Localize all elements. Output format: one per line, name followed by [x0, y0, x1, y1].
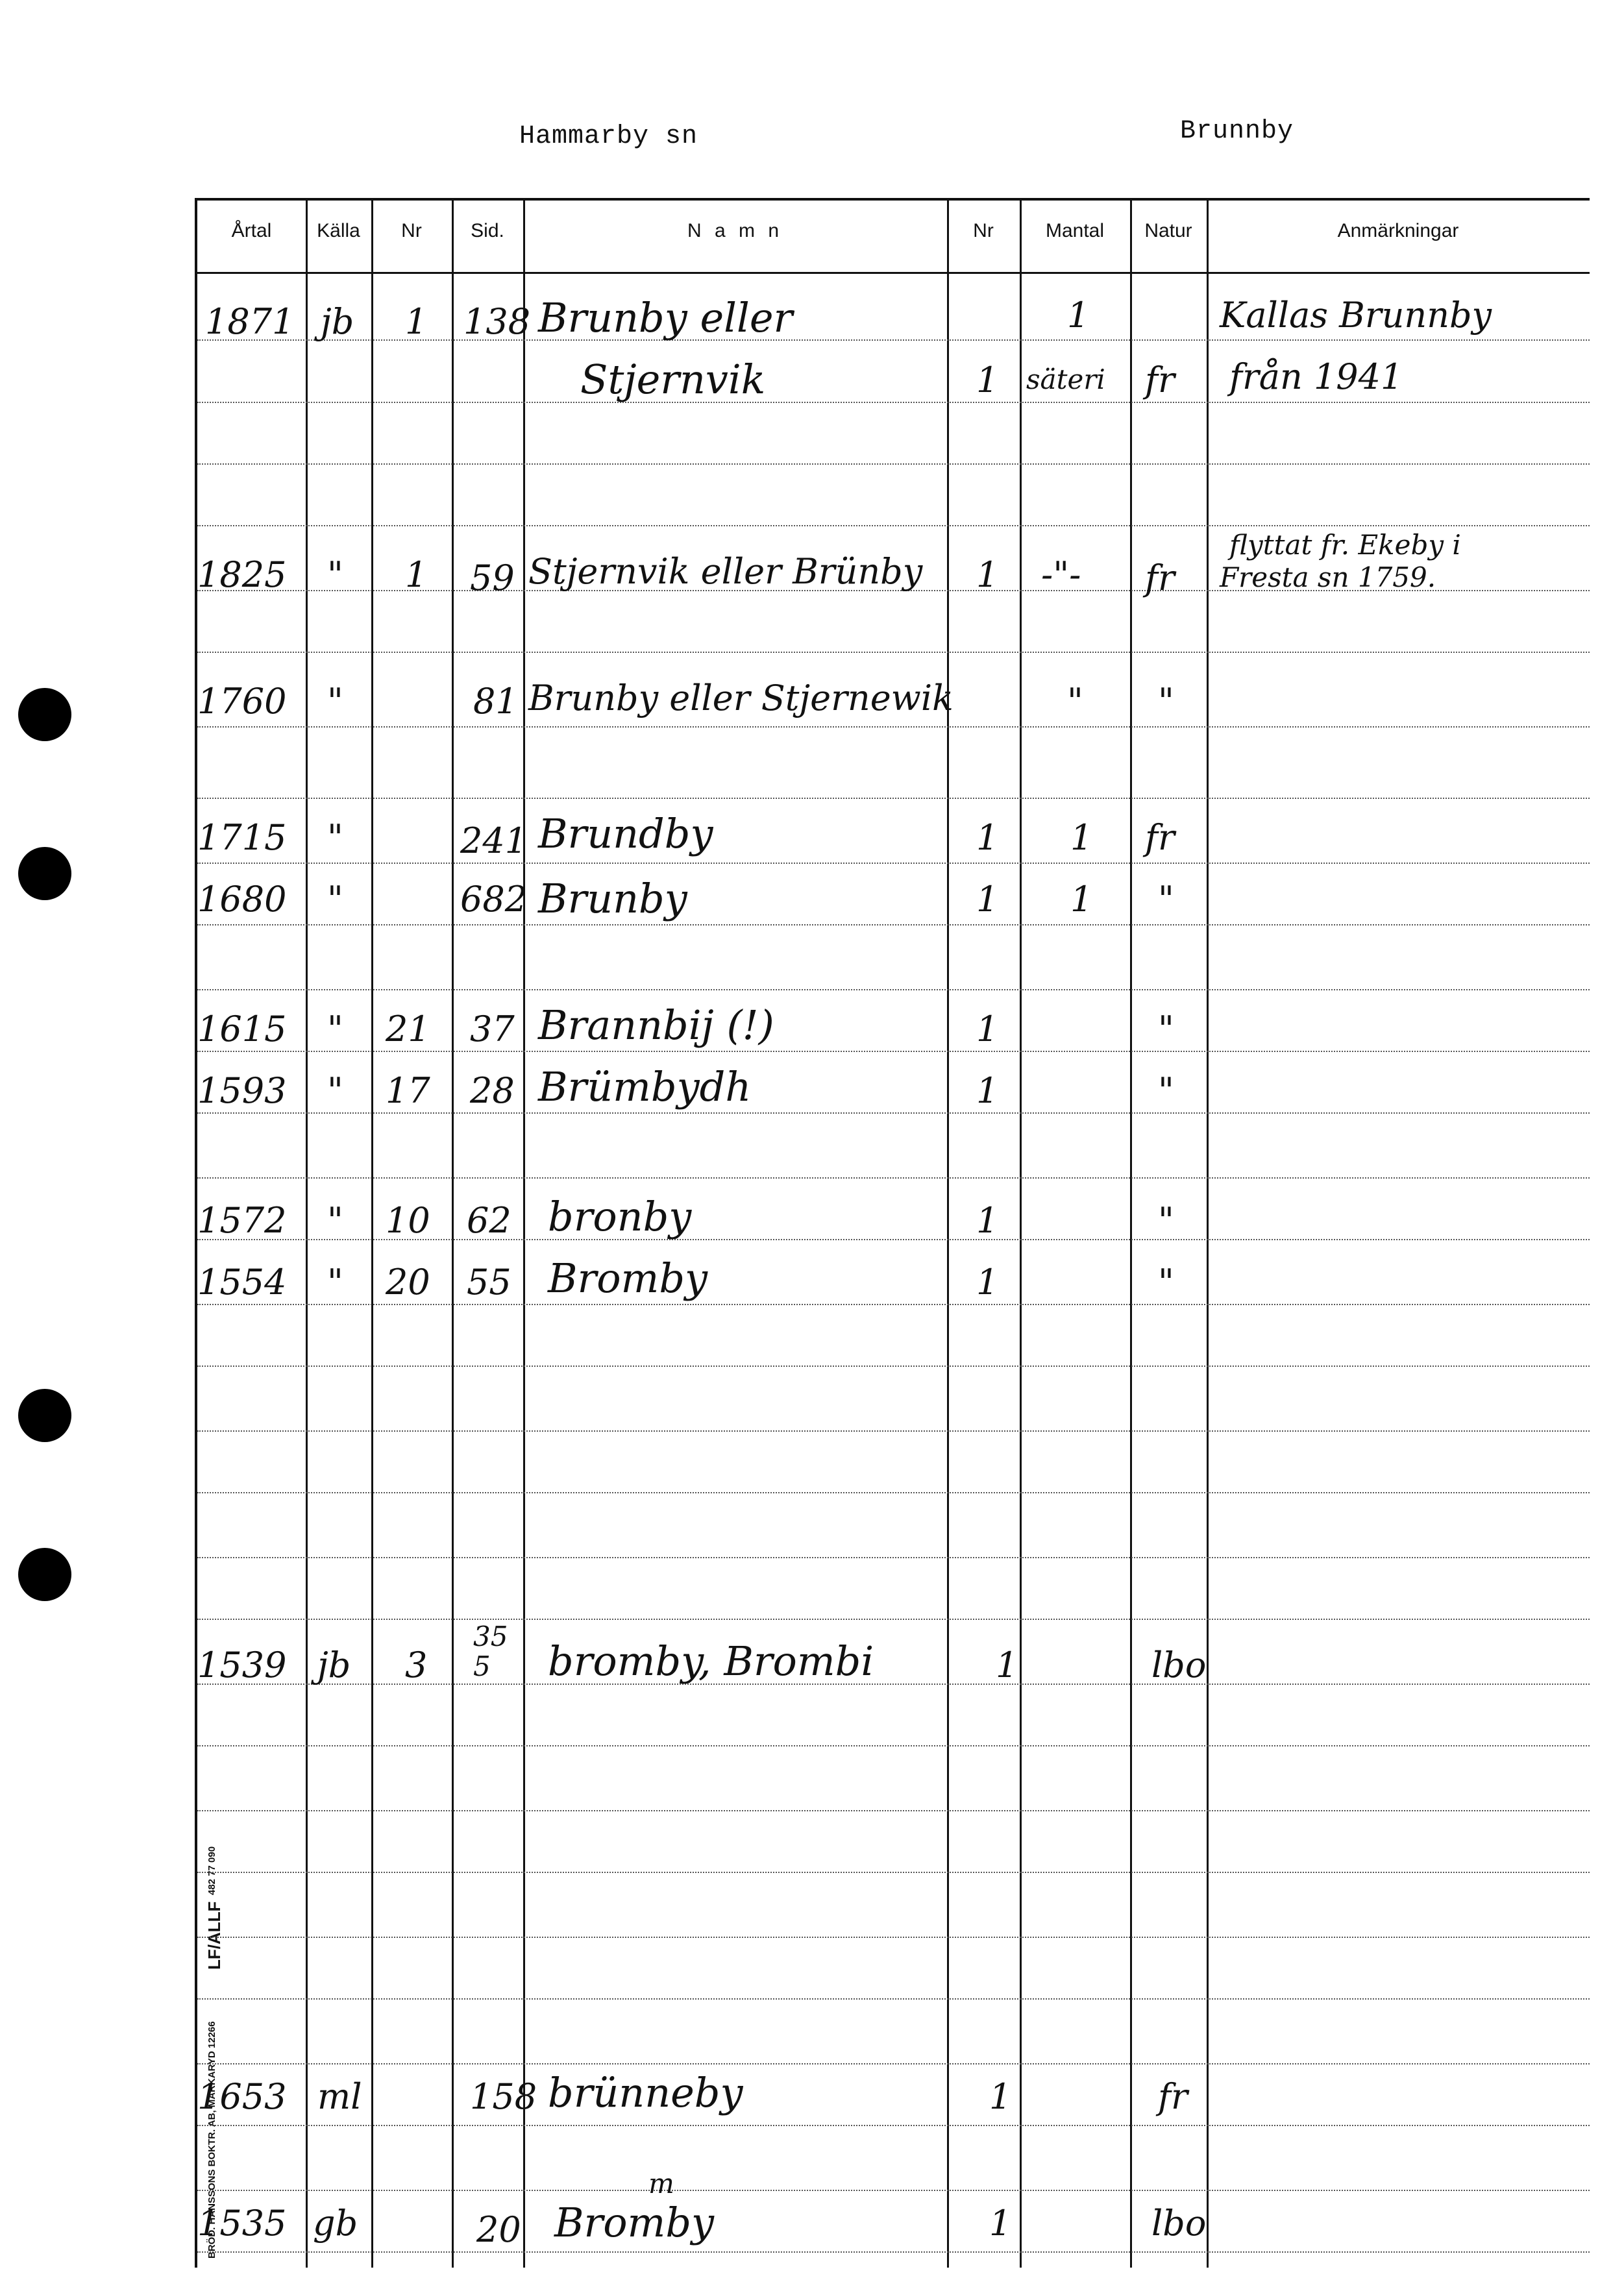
cell-artal: 1653: [197, 2076, 287, 2117]
superscript-m: m: [648, 2168, 674, 2199]
cell-sid: 55: [467, 1262, 511, 1303]
cell-nr: 21: [386, 1009, 430, 1049]
cell-nr: 17: [386, 1070, 430, 1111]
cell-kalla: ": [327, 1009, 343, 1049]
column-divider: [1020, 201, 1022, 2268]
cell-kalla: ml: [317, 2076, 362, 2117]
cell-nr2: 1: [996, 1645, 1018, 1685]
cell-namn: Brunby eller: [538, 294, 793, 341]
col-header-nr2: Nr: [973, 220, 994, 241]
cell-natur: fr: [1145, 360, 1175, 400]
cell-anm: Kallas Brunnby: [1220, 295, 1492, 336]
place-title: Brunnby: [1180, 117, 1294, 146]
cell-sid: 138: [463, 301, 531, 342]
cell-nr2: 1: [976, 554, 999, 595]
column-divider: [523, 201, 525, 2268]
cell-natur: fr: [1145, 817, 1175, 858]
cell-nr2: 1: [989, 2076, 1012, 2117]
cell-natur: ": [1158, 681, 1174, 722]
cell-natur: fr: [1145, 557, 1175, 598]
cell-mantal: 1: [1070, 879, 1093, 920]
cell-kalla: jb: [321, 301, 354, 342]
cell-artal: 1760: [197, 681, 287, 722]
cell-sid: 28: [470, 1070, 515, 1111]
cell-artal: 1535: [197, 2203, 287, 2244]
cell-kalla: ": [327, 554, 343, 595]
cell-nr: 10: [386, 1200, 430, 1241]
cell-natur: lbo: [1151, 1645, 1207, 1685]
cell-namn: Brümbydh: [538, 1063, 752, 1110]
cell-nr2: 1: [976, 1200, 999, 1241]
cell-sid: 20: [476, 2209, 521, 2250]
cell-anm: från 1941: [1229, 356, 1403, 397]
col-header-nr: Nr: [401, 220, 422, 241]
header-divider: [197, 272, 1590, 274]
cell-namn: Brunby: [538, 875, 687, 922]
col-header-sid: Sid.: [471, 220, 504, 241]
printer-imprint: BRÖD. HANSSONS BOKTR. AB, MARKARYD 12266: [206, 2021, 217, 2259]
cell-anm: Fresta sn 1759.: [1220, 561, 1436, 593]
cell-sid: 62: [467, 1200, 511, 1241]
cell-natur: fr: [1158, 2076, 1188, 2117]
cell-artal: 1615: [197, 1009, 287, 1049]
cell-namn: Bromby: [554, 2199, 715, 2246]
cell-nr2: 1: [976, 1070, 999, 1111]
cell-artal: 1680: [197, 879, 287, 920]
form-number: 482 77 090: [206, 1846, 217, 1895]
cell-sid: 682: [460, 879, 528, 920]
cell-namn: Brundby: [538, 810, 713, 857]
cell-mantal: säteri: [1026, 363, 1105, 395]
cell-mantal: 1: [1070, 817, 1093, 858]
cell-artal: 1715: [197, 817, 287, 858]
column-divider: [1130, 201, 1132, 2268]
cell-sid: 37: [470, 1009, 515, 1049]
cell-kalla: ": [327, 1262, 343, 1303]
cell-natur: ": [1158, 1070, 1174, 1111]
cell-nr2: 1: [976, 1262, 999, 1303]
cell-namn: Brunby eller Stjernewik: [528, 678, 953, 718]
cell-kalla: jb: [317, 1645, 351, 1685]
cell-anm: flyttat fr. Ekeby i: [1229, 529, 1461, 561]
cell-namn: Brannbij (!): [538, 1001, 774, 1049]
ledger-table: [195, 198, 1590, 2268]
cell-sid: 35 5: [473, 1621, 508, 1683]
parish-title: Hammarby sn: [519, 122, 698, 151]
column-divider: [1207, 201, 1209, 2268]
cell-natur: lbo: [1151, 2203, 1207, 2244]
cell-artal: 1871: [205, 301, 295, 342]
col-header-mantal: Mantal: [1045, 220, 1105, 241]
punch-hole: [18, 688, 71, 741]
form-code: LF/ALLF: [204, 1901, 224, 1970]
cell-artal: 1825: [197, 554, 287, 595]
col-header-kalla: Källa: [317, 220, 360, 241]
cell-natur: ": [1158, 1009, 1174, 1049]
cell-namn: bromby, Brombi: [548, 1637, 874, 1685]
cell-nr2: 1: [976, 360, 999, 400]
cell-nr: 20: [386, 1262, 430, 1303]
cell-kalla: ": [327, 1200, 343, 1241]
cell-artal: 1572: [197, 1200, 287, 1241]
cell-artal: 1593: [197, 1070, 287, 1111]
cell-natur: ": [1158, 879, 1174, 920]
punch-hole: [18, 847, 71, 900]
cell-nr: 1: [405, 554, 428, 595]
column-divider: [306, 201, 308, 2268]
cell-sid: 241: [460, 820, 528, 861]
punch-hole: [18, 1389, 71, 1442]
cell-kalla: gb: [313, 2203, 358, 2244]
cell-artal: 1554: [197, 1262, 287, 1303]
col-header-artal: Årtal: [231, 220, 272, 241]
cell-kalla: ": [327, 1070, 343, 1111]
cell-nr2: 1: [976, 1009, 999, 1049]
cell-natur: ": [1158, 1200, 1174, 1241]
cell-mantal: -"-: [1041, 554, 1081, 595]
cell-namn: Stjernvik eller Brünby: [528, 551, 923, 592]
cell-mantal: ": [1067, 681, 1083, 722]
cell-nr2: 1: [976, 879, 999, 920]
cell-nr: 3: [405, 1645, 428, 1685]
cell-namn: Stjernvik: [580, 356, 766, 403]
cell-namn: brünneby: [548, 2069, 743, 2116]
cell-nr: 1: [405, 301, 428, 342]
cell-sid: 81: [473, 681, 518, 722]
cell-nr2: 1: [976, 817, 999, 858]
cell-namn: Bromby: [548, 1255, 708, 1302]
column-divider: [371, 201, 373, 2268]
cell-kalla: ": [327, 817, 343, 858]
cell-kalla: ": [327, 681, 343, 722]
cell-mantal: 1: [1067, 295, 1090, 336]
cell-namn: bronby: [548, 1193, 692, 1240]
col-header-anmarkningar: Anmärkningar: [1337, 220, 1459, 241]
cell-nr2: 1: [989, 2203, 1012, 2244]
cell-artal: 1539: [197, 1645, 287, 1685]
column-divider: [947, 201, 949, 2268]
column-divider: [452, 201, 454, 2268]
cell-natur: ": [1158, 1262, 1174, 1303]
col-header-namn: N a m n: [687, 220, 783, 241]
col-header-natur: Natur: [1144, 220, 1192, 241]
cell-kalla: ": [327, 879, 343, 920]
punch-hole: [18, 1548, 71, 1601]
cell-sid: 158: [470, 2076, 537, 2117]
cell-sid: 59: [470, 557, 515, 598]
